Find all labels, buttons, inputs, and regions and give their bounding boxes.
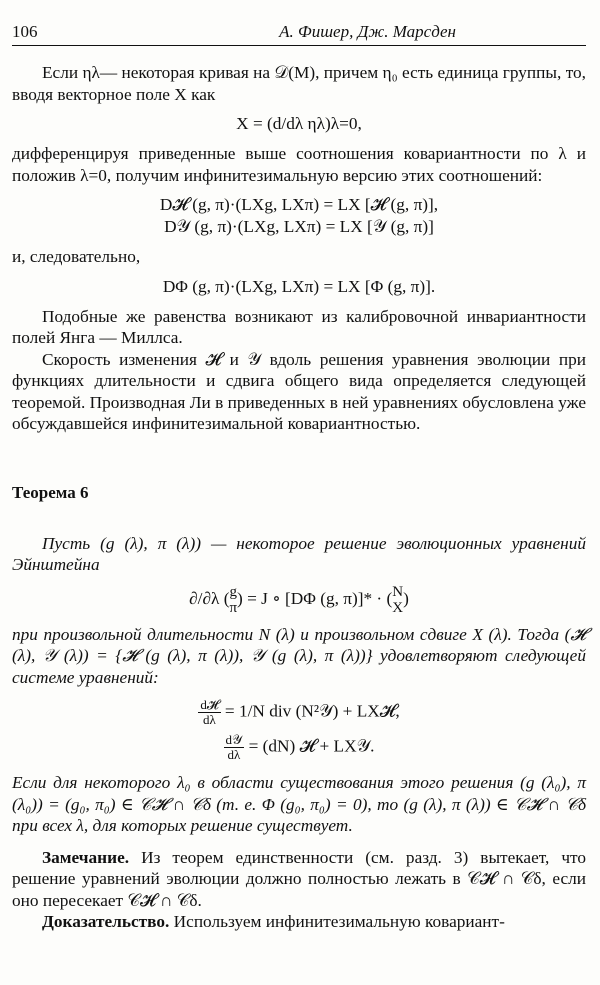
formula-system-line-1	[12, 698, 586, 727]
vector-n-x	[392, 584, 403, 616]
formula-phi-text: DΦ (g, π)·(LXg, LXπ) = LX [Φ (g, π)].	[162, 276, 436, 296]
remark-text: Из теорем единственности (см. разд. 3) вытекает, что решение уравнений эволюции должно полностью лежать в 𝒞𝓗 ∩ 𝒞δ, если оно пересекает 𝒞𝓗 ∩ 𝒞δ.	[12, 847, 586, 910]
page-header	[12, 22, 586, 46]
theorem-statement-3: Если для некоторого λ₀ в области существования этого решения (g (λ₀), π (λ₀)) = (g₀, π₀) ∈ 𝒞𝓗 ∩ 𝒞δ (т. е. Φ (g₀, π₀) = 0), то (g (λ), π (λ)) ∈ 𝒞𝓗 ∩ 𝒞δ при всех λ, для которых решение существует.	[12, 773, 586, 835]
formula-vector-field-text: X = (d/dλ ηλ)λ=0,	[236, 114, 362, 133]
remark-paragraph	[12, 847, 586, 912]
paragraph-4: Подобные же равенства возникают из калибровочной инвариантности полей Янга — Миллса.	[12, 306, 586, 347]
proof-paragraph	[12, 911, 586, 933]
formula-line-y: D𝒴 (g, π)·(LXg, LXπ) = LX [𝒴 (g, π)]	[164, 217, 434, 236]
fraction-dh-dlambda: $\frac{\text{d𝓗}}{d\lambda}$	[200, 697, 219, 727]
running-title: А. Фишер, Дж. Марсден	[279, 22, 456, 41]
vector-x: X	[392, 599, 404, 616]
equation-2-rhs: = (dN) 𝓗 + LX𝒴.	[248, 736, 375, 756]
fraction-dy-dlambda: $\frac{\text{d𝒴}}{d\lambda}$	[225, 732, 243, 762]
page-number: 106	[12, 22, 38, 41]
vector-n: N	[392, 583, 404, 600]
formula-vector-field	[12, 113, 586, 135]
paragraph-3: и, следовательно,	[12, 247, 141, 266]
formula-system-line-2	[12, 733, 586, 762]
paragraph-2: дифференцируя приведенные выше соотношения ковариантности по λ и положив λ=0, получим инфинитезимальную версию этих соотношений:	[12, 144, 586, 185]
formula-phi	[12, 276, 586, 298]
formula-infinitesimal-covariance	[12, 194, 586, 238]
formula-system	[12, 698, 586, 762]
proof-label: Доказательство.	[42, 912, 170, 931]
vector-pi: π	[229, 599, 238, 616]
theorem-title: Теорема 6	[12, 482, 89, 502]
vector-g: g	[229, 583, 237, 600]
remark-label: Замечание.	[42, 847, 130, 867]
paragraph-5: Скорость изменения 𝓗 и 𝒴 вдоль решения уравнения эволюции при функциях длительности и сдвига общего вида определяется следующей теоремой. Производная Ли в приведенных в ней уравнениях обусловлена уже обсуждавшейся инфинитезимальной ковариантностью.	[12, 349, 586, 433]
formula-evolution-mid: = J ∘ [DΦ (g, π)]* ·	[247, 588, 383, 608]
equation-1-rhs: = 1/N div (N²𝒴) + LX𝓗,	[224, 701, 400, 721]
vector-g-pi	[229, 584, 237, 616]
proof-text: Используем инфинитезимальную ковариант-	[169, 912, 505, 931]
theorem-statement-2: при произвольной длительности N (λ) и произвольном сдвиге X (λ). Тогда (𝓗 (λ), 𝒴 (λ)) = {𝓗 (g (λ), π (λ)), 𝒴 (g (λ), π (λ))} удовлетворяют следующей системе уравнений:	[12, 624, 586, 687]
formula-evolution-lhs: ∂/∂λ	[189, 588, 220, 608]
theorem-statement-1: Пусть (g (λ), π (λ)) — некоторое решение эволюционных уравнений Эйнштейна	[12, 533, 586, 574]
paragraph-1: Если ηλ— некоторая кривая на 𝒟(M), причем η₀ есть единица группы, то, вводя векторное поле X как	[12, 63, 586, 104]
formula-line-h: D𝓗 (g, π)·(LXg, LXπ) = LX [𝓗 (g, π)],	[159, 195, 439, 214]
formula-evolution: ∂/∂λ ( g π ) = J ∘ [DΦ (g, π)]* · ( N X )	[189, 583, 409, 616]
